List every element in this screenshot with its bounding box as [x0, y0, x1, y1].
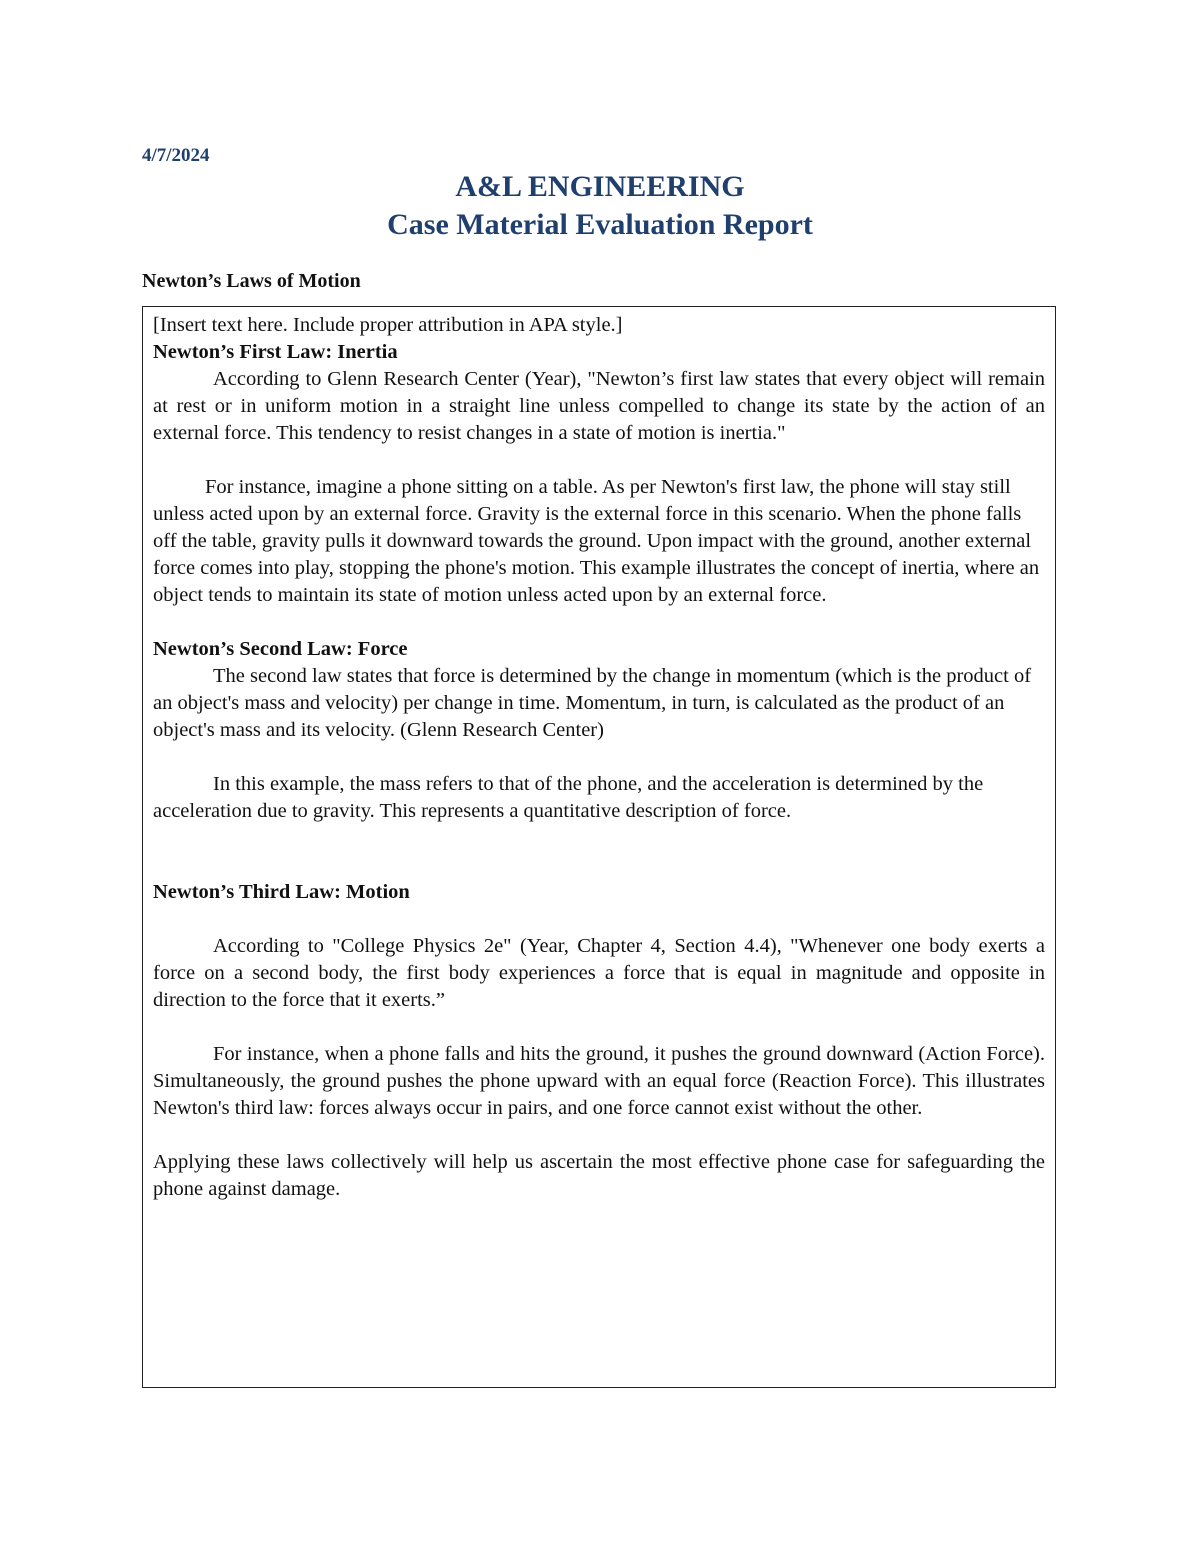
third-law-heading: Newton’s Third Law: Motion: [153, 881, 410, 903]
content-box[interactable]: [142, 306, 1056, 1388]
first-law-paragraph-1: According to Glenn Research Center (Year), "Newton’s first law states that every object will remain at rest or in uniform motion in a straight line unless compelled to change its state by the action of an external force. This tendency to resist changes in a state of motion is inertia.": [153, 368, 1045, 444]
instruction-text: [Insert text here. Include proper attribution in APA style.]: [153, 314, 623, 336]
first-law-paragraph-2: For instance, imagine a phone sitting on a table. As per Newton's first law, the phone will stay still unless acted upon by an external force. Gravity is the external force in this scenario. When the phone falls off the table, gravity pulls it downward towards the ground. Upon impact with the ground, another external force comes into play, stopping the phone's motion. This example illustrates the concept of inertia, where an object tends to maintain its state of motion unless acted upon by an external force.: [153, 476, 1040, 606]
second-law-paragraph-1: The second law states that force is determined by the change in momentum (which is the product of an object's mass and velocity) per change in time. Momentum, in turn, is calculated as the product of an object's mass and its velocity. (Glenn Research Center): [153, 665, 1032, 741]
second-law-heading: Newton’s Second Law: Force: [153, 638, 408, 660]
third-law-paragraph-1: According to "College Physics 2e" (Year, Chapter 4, Section 4.4), "Whenever one body exerts a force on a second body, the first body experiences a force that is equal in magnitude and opposite in direction to the force that it exerts.”: [153, 935, 1045, 1011]
conclusion-paragraph: Applying these laws collectively will help us ascertain the most effective phone case for safeguarding the phone against damage.: [153, 1151, 1045, 1200]
third-law-paragraph-2: For instance, when a phone falls and hits the ground, it pushes the ground downward (Action Force). Simultaneously, the ground pushes the phone upward with an equal force (Reaction Force). This illustrates Newton's third law: forces always occur in pairs, and one force cannot exist without the other.: [153, 1043, 1045, 1119]
report-title: Case Material Evaluation Report: [387, 208, 813, 241]
section-heading: Newton’s Laws of Motion: [142, 270, 361, 292]
report-title-block: [0, 168, 1200, 244]
report-date: 4/7/2024: [142, 145, 210, 166]
second-law-paragraph-2: In this example, the mass refers to that of the phone, and the acceleration is determined by the acceleration due to gravity. This represents a quantitative description of force.: [153, 773, 984, 822]
company-title: A&L ENGINEERING: [455, 170, 745, 203]
first-law-heading: Newton’s First Law: Inertia: [153, 341, 398, 363]
